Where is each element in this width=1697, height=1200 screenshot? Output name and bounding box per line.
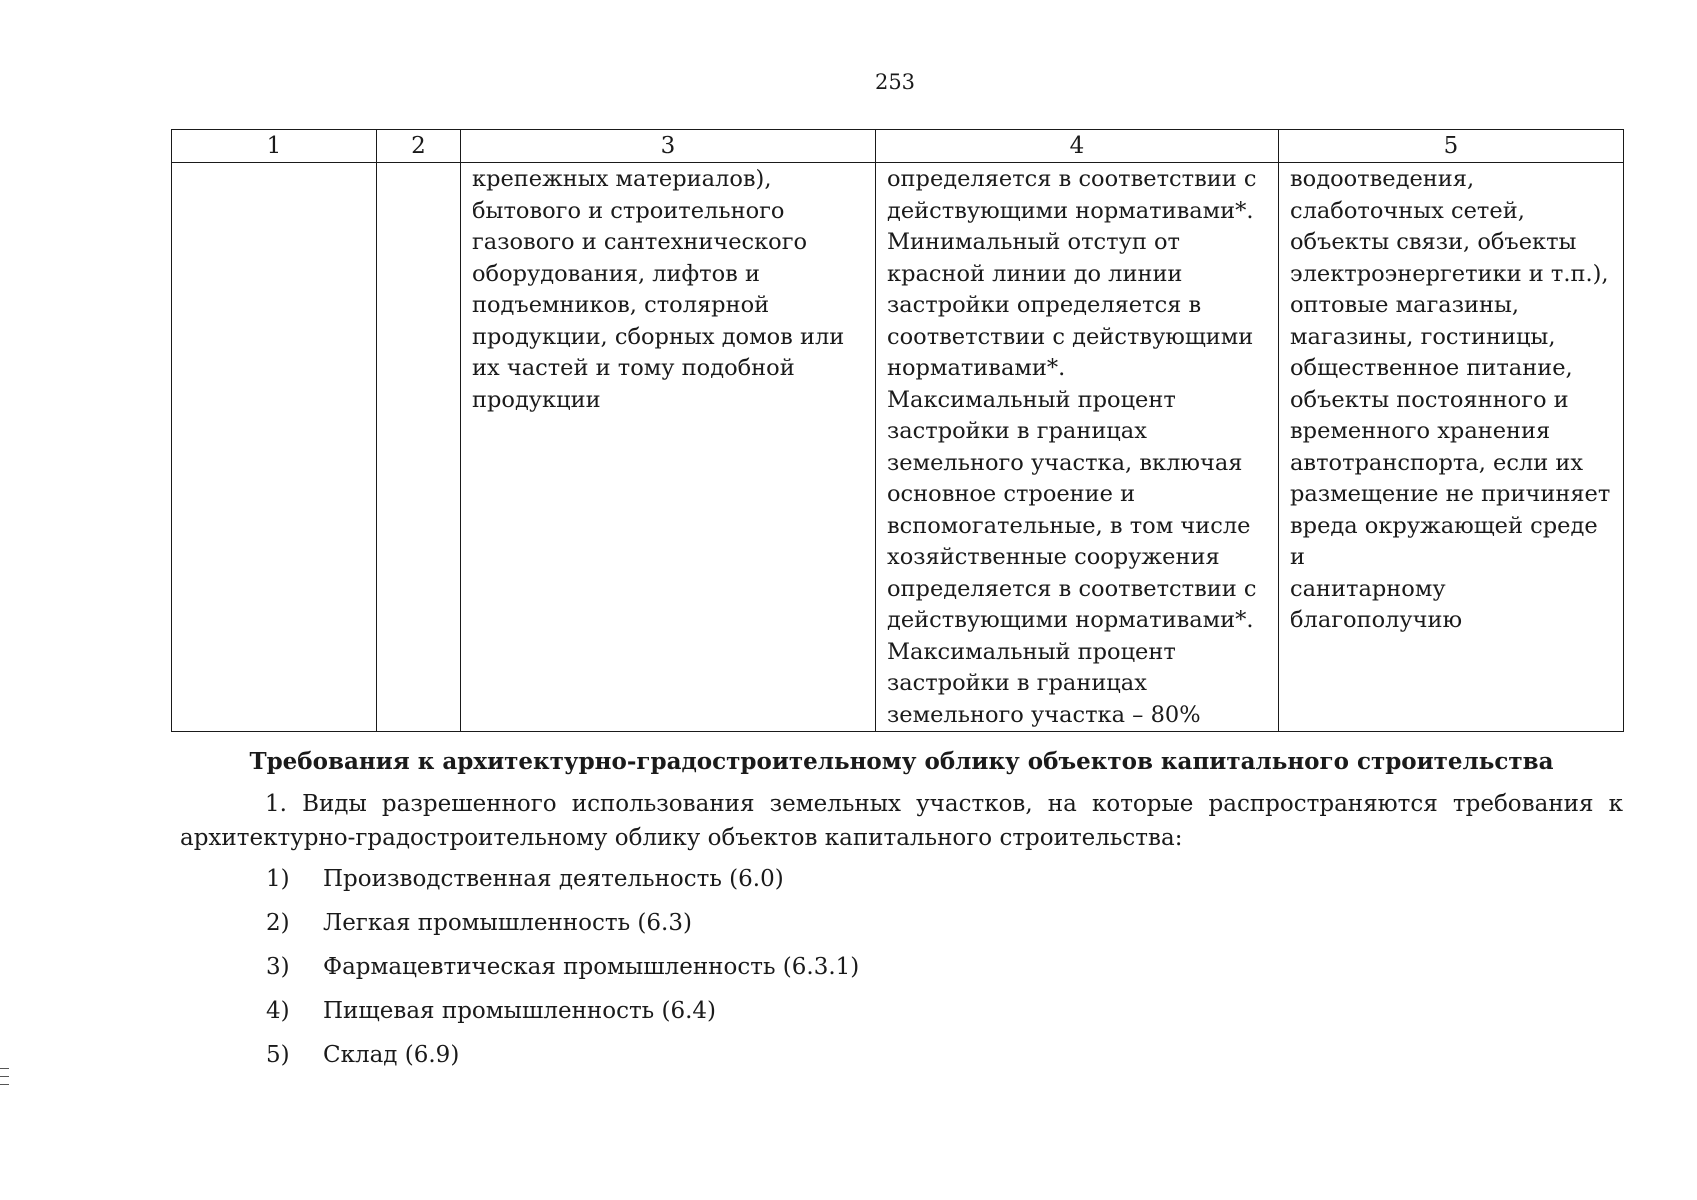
list-item-number: 5) [266, 1042, 290, 1068]
requirements-table [171, 129, 1624, 732]
list-item-number: 4) [266, 998, 290, 1024]
table-cell [377, 163, 461, 732]
list-item-number: 2) [266, 910, 290, 936]
margin-marks [0, 1068, 9, 1092]
list-item [266, 954, 859, 998]
list-item-text: Склад (6.9) [323, 1042, 460, 1068]
margin-mark [0, 1084, 9, 1085]
page-number: 253 [874, 70, 916, 94]
column-header: 1 [172, 130, 377, 163]
table-row [172, 163, 1624, 732]
margin-mark [0, 1076, 9, 1077]
list-item-text: Производственная деятельность (6.0) [323, 866, 784, 892]
list-item-text: Пищевая промышленность (6.4) [323, 998, 717, 1024]
table-header-row [172, 130, 1624, 163]
list-item [266, 866, 859, 910]
list-item-number: 1) [266, 866, 290, 892]
permitted-use-list [266, 866, 859, 1086]
cell-text: определяется в соответствии с действующими нормативами*. Минимальный отступ от красной линии до линии застройки определяется в соответствии с действующими нормативами*. Максимальный процент застройки в границах земельного участка, включая основное строение и вспомогательные, в том числе хозяйственные сооружения определяется в соответствии с действующими нормативами*. Максимальный процент застройки в границах земельного участка – 80% [887, 166, 1257, 728]
cell-text: крепежных материалов), бытового и строительного газового и сантехнического оборудования, лифтов и подъемников, столярной продукции, сборных домов или их частей и тому подобной продукции [472, 166, 845, 413]
list-item [266, 1042, 859, 1086]
list-item-text: Фармацевтическая промышленность (6.3.1) [323, 954, 860, 980]
column-header: 4 [876, 130, 1279, 163]
column-header: 5 [1279, 130, 1624, 163]
list-item [266, 910, 859, 954]
list-item [266, 998, 859, 1042]
table-cell [1279, 163, 1624, 732]
column-header: 2 [377, 130, 461, 163]
table-cell [172, 163, 377, 732]
list-item-number: 3) [266, 954, 290, 980]
section-paragraph: 1. Виды разрешенного использования земельных участков, на которые распространяются требования к архитектурно-градостроительному облику объектов капитального строительства: [180, 791, 1623, 851]
cell-text: водоотведения, слаботочных сетей, объекты связи, объекты электроэнергетики и т.п.), оптовые магазины, магазины, гостиницы, общественное питание, объекты постоянного и временного хранения автотранспорта, если их размещение не причиняет вреда окружающей среде и санитарному благополучию [1290, 166, 1611, 633]
list-item-text: Легкая промышленность (6.3) [323, 910, 692, 936]
table-cell [876, 163, 1279, 732]
section-heading: Требования к архитектурно-градостроительному облику объектов капитального строительства [249, 748, 1554, 775]
column-header: 3 [461, 130, 876, 163]
table-cell [461, 163, 876, 732]
margin-mark [0, 1068, 9, 1069]
